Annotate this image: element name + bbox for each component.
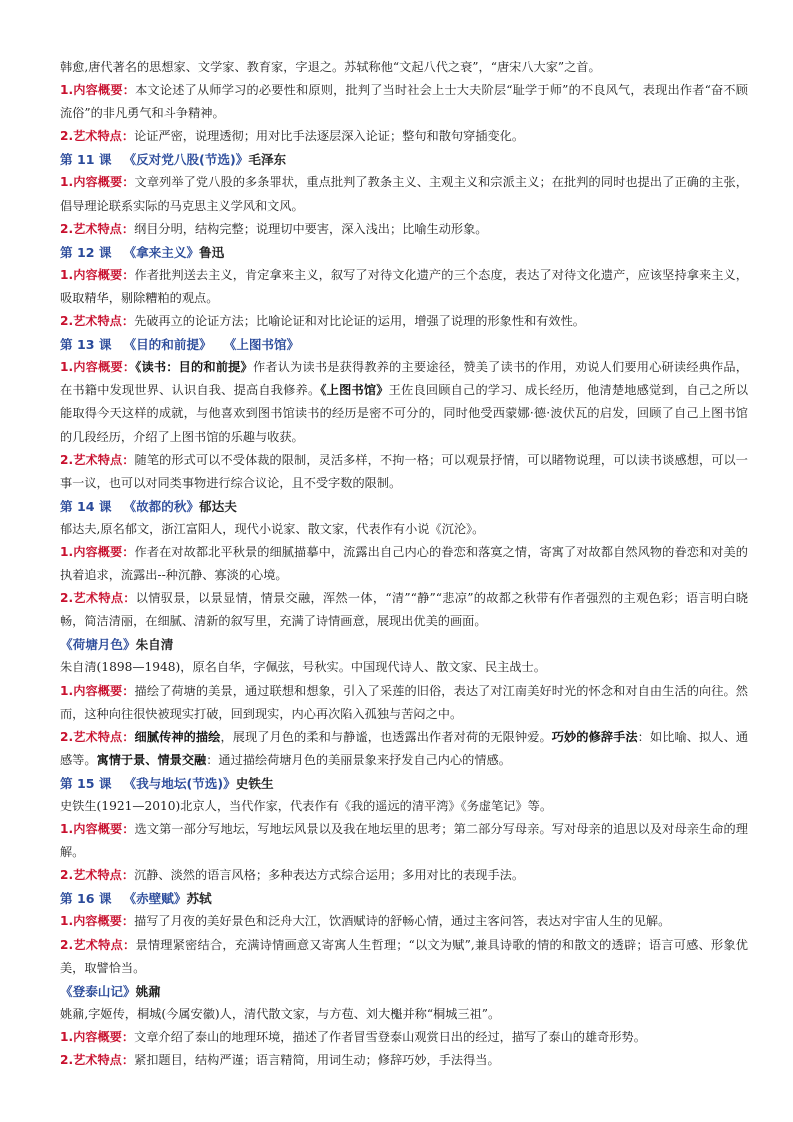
section-label: 2.艺术特点： (60, 591, 136, 606)
body-text: 韩愈,唐代著名的思想家、文学家、教育家，字退之。苏轼称他“文起八代之衰”，“唐宋八大家”之首。 (60, 60, 601, 74)
lesson-number: 第 13 课 (60, 337, 112, 353)
lesson-title: 《登泰山记》 (60, 983, 136, 999)
emphasis-text: 寓情于景、情景交融 (96, 752, 207, 767)
section-label: 1.内容概要： (60, 360, 136, 375)
section-label: 1.内容概要： (60, 683, 135, 698)
paragraph (60, 864, 748, 887)
paragraph (60, 218, 748, 241)
lesson-number: 第 11 课 (60, 152, 112, 168)
body-text: 描绘了荷塘的美景，通过联想和想象，引入了采莲的旧俗，表达了对江南美好时光的怀念和对自由生活的向往。然而，这种向往很快被现实打破，回到现实，内心再次陷入孤独与苦闷之中。 (60, 683, 748, 721)
lesson-heading (60, 148, 748, 171)
paragraph (60, 680, 748, 726)
lesson-author: 苏轼 (186, 891, 212, 907)
section-label: 1.内容概要： (60, 83, 136, 98)
body-text: 作者在对故都北平秋景的细腻描摹中，流露出自己内心的眷恋和落寞之情，寄寓了对故都自然风物的眷恋和对美的执着追求，流露出--种沉静、寡淡的心境。 (60, 544, 748, 583)
section-label: 2.艺术特点： (60, 129, 135, 144)
body-text: 先破再立的论证方法；比喻论证和对比论证的运用，增强了说理的形象性和有效性。 (134, 314, 585, 329)
lesson-title: 《故都的秋》 (123, 498, 200, 514)
body-text: 景情理紧密结合，充满诗情画意又寄寓人生哲理；“以文为赋”,兼具诗歌的情的和散文的透辟；语言可感、形象优美，取譬恰当。 (60, 937, 748, 975)
emphasis-text: 巧妙的修辞手法 (551, 729, 638, 744)
paragraph (60, 125, 748, 148)
section-label: 1.内容概要： (60, 1029, 135, 1044)
lesson-heading (60, 887, 748, 910)
body-text: 以情驭景，以景显情，情景交融，浑然一体，“清”“静”“悲凉”的故都之秋带有作者强烈的主观色彩；语言明白晓畅，简洁清丽，在细腻、清新的叙写里，充满了诗情画意，展现出优美的画面。 (60, 591, 748, 629)
paragraph (60, 818, 748, 864)
lesson-title: 《荷塘月色》 (60, 637, 136, 653)
body-text: ：如比喻、拟人、通感等。 (60, 729, 749, 767)
emphasis-text: 细腻传神的描绘 (134, 729, 221, 744)
lesson-heading (60, 495, 748, 518)
paragraph (60, 56, 748, 79)
section-label: 2.艺术特点： (60, 452, 135, 467)
section-label: 1.内容概要： (60, 914, 135, 929)
lesson-title: 《我与地坛(节选)》 (123, 775, 236, 791)
section-label: 1.内容概要： (60, 544, 135, 559)
body-text: ：通过描绘荷塘月色的美丽景象来抒发自己内心的情感。 (206, 752, 511, 767)
lesson-heading (60, 980, 748, 1003)
body-text: 随笔的形式可以不受体裁的限制，灵活多样，不拘一格；可以观景抒情，可以睹物说理，可以读书谈感想，可以一事一议，也可以对同类事物进行综合议论，且不受字数的限制。 (60, 452, 748, 490)
paragraph (60, 171, 748, 217)
lesson-number: 第 14 课 (60, 498, 112, 514)
lesson-title: 《反对党八股(节选)》 (123, 152, 249, 168)
emphasis-text: 《上图书馆》 (320, 383, 389, 398)
body-text: 沉静、淡然的语言风格；多种表达方式综合运用；多用对比的表现手法。 (134, 868, 525, 883)
lesson-heading (60, 633, 748, 656)
section-label: 1.内容概要： (60, 175, 135, 190)
paragraph (60, 449, 748, 495)
lesson-title: 《拿来主义》 (123, 244, 200, 260)
section-label: 2.艺术特点： (60, 868, 135, 883)
body-text: 紧扣题目，结构严谨；语言精简，用词生动；修辞巧妙，手法得当。 (134, 1053, 500, 1068)
section-label: 2.艺术特点： (60, 729, 135, 744)
section-label: 1.内容概要： (60, 267, 135, 282)
body-text: 论证严密，说理透彻；用对比手法逐层深入论证；整句和散句穿插变化。 (134, 129, 525, 144)
lesson-author: 史铁生 (235, 775, 274, 791)
paragraph (60, 726, 748, 772)
body-text: 作者认为读书是获得教养的主要途径，赞美了读书的作用，劝说人们要用心研读经典作品，在书籍中发现世界、认识自我、提高自我修养。 (60, 360, 748, 398)
section-label: 2.艺术特点： (60, 1053, 135, 1068)
paragraph (60, 518, 748, 541)
paragraph (60, 656, 748, 679)
lesson-number: 第 16 课 (60, 891, 112, 907)
lesson-title: 《赤壁赋》 (123, 891, 187, 907)
document-body (60, 56, 748, 1072)
lesson-number: 第 12 课 (60, 244, 112, 260)
section-label: 2.艺术特点： (60, 221, 135, 236)
paragraph (60, 1049, 748, 1072)
lesson-title: 《目的和前提》 (123, 337, 212, 353)
paragraph (60, 264, 748, 310)
paragraph (60, 1003, 748, 1026)
paragraph (60, 795, 748, 818)
section-label: 1.内容概要： (60, 822, 135, 837)
emphasis-text: 《读书：目的和前提》 (135, 360, 253, 375)
paragraph (60, 1026, 748, 1049)
lesson-author: 朱自清 (135, 637, 174, 653)
body-text: 作者批判送去主义，肯定拿来主义，叙写了对待文化遗产的三个态度，表达了对待文化遗产，应该坚持拿来主义，吸取精华，剔除糟粕的观点。 (60, 267, 748, 305)
paragraph (60, 910, 748, 933)
section-label: 2.艺术特点： (60, 314, 135, 329)
lesson-title: 《上图书馆》 (223, 337, 300, 353)
paragraph (60, 310, 748, 333)
lesson-number: 第 15 课 (60, 775, 112, 791)
body-text: 选文第一部分写地坛，写地坛风景以及我在地坛里的思考；第二部分写母亲。写对母亲的追思以及对母亲生命的理解。 (60, 822, 748, 860)
lesson-author: 郁达夫 (199, 498, 237, 514)
paragraph (60, 356, 748, 448)
body-text: 文章列举了党八股的多条罪状，重点批判了教条主义、主观主义和宗派主义；在批判的同时也提出了正确的主张，倡导理论联系实际的马克思主义学风和文风。 (60, 175, 748, 213)
body-text: 朱自清(1898—1948)，原名自华，字佩弦，号秋实。中国现代诗人、散文家、民主战士。 (60, 660, 546, 675)
lesson-author: 鲁迅 (199, 244, 225, 260)
paragraph (60, 79, 748, 125)
section-label: 2.艺术特点： (60, 937, 136, 952)
body-text: 文章介绍了泰山的地理环境，描述了作者冒雪登泰山观赏日出的经过，描写了泰山的雄奇形势。 (134, 1029, 646, 1044)
body-text: ，展现了月色的柔和与静谧，也透露出作者对荷的无限钟爱。 (220, 729, 552, 744)
paragraph (60, 934, 748, 980)
lesson-heading (60, 772, 748, 795)
body-text: 王佐良回顾自己的学习、成长经历，他清楚地感觉到，自己之所以能取得今天这样的成就，与他喜欢到图书馆读书的经历是密不可分的，同时他受西蒙娜·德·波伏瓦的启发，回顾了自己上图书馆的几段经历，介绍了上图书馆的乐趣与收获。 (60, 383, 749, 444)
body-text: 姚鼐,字姬传，桐城(今属安徽)人，清代散文家，与方苞、刘大櫆并称“桐城三祖”。 (60, 1006, 501, 1021)
paragraph (60, 587, 748, 633)
body-text: 本文论述了从师学习的必要性和原则，批判了当时社会上士大夫阶层“耻学于师”的不良风气，表现出作者“奋不顾流俗”的非凡勇气和斗争精神。 (60, 83, 748, 121)
body-text: 纲目分明，结构完整；说理切中要害，深入浅出；比喻生动形象。 (134, 221, 488, 236)
body-text: 郁达夫,原名郁文，浙江富阳人，现代小说家、散文家，代表作有小说《沉沦》。 (60, 521, 485, 536)
lesson-heading (60, 333, 748, 356)
lesson-author: 毛泽东 (248, 152, 287, 168)
lesson-heading (60, 241, 748, 264)
lesson-author: 姚鼐 (135, 983, 161, 999)
body-text: 史铁生(1921—2010)北京人，当代作家，代表作有《我的遥远的清平湾》《务虚笔记》等。 (60, 799, 553, 813)
paragraph (60, 541, 748, 587)
body-text: 描写了月夜的美好景色和泛舟大江，饮酒赋诗的舒畅心情，通过主客问答，表达对宇宙人生的见解。 (134, 914, 671, 929)
